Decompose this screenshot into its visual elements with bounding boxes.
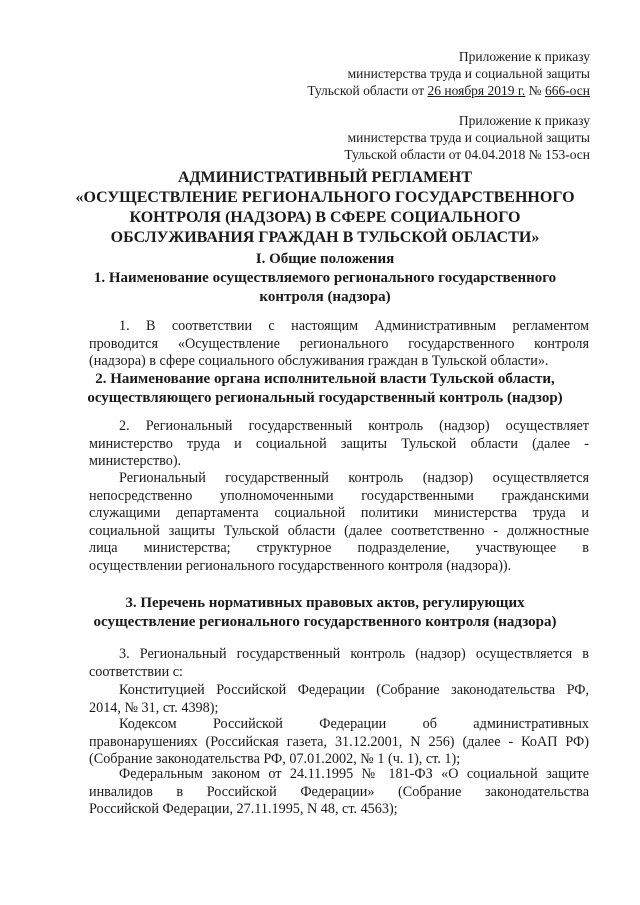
paragraph-3-line-3: служащими департамента социальной политики министерства труда и — [89, 505, 589, 521]
annex-line-2: министерства труда и социальной защиты — [347, 66, 590, 81]
annex-date: 26 ноября 2019 г. — [427, 83, 526, 98]
paragraph-7-line-3: Российской Федерации, 27.11.1995, N 48, ст. 4563); — [89, 801, 398, 817]
paragraph-3-line-4: социальной защиты Тульской области (далее соответственно - должностные — [89, 522, 589, 539]
title-line-3: КОНТРОЛЯ (НАДЗОРА) В СФЕРЕ СОЦИАЛЬНОГО — [129, 209, 521, 226]
paragraph-4 — [89, 646, 589, 681]
paragraph-1 — [89, 318, 589, 371]
paragraph-3-line-5: лица министерства; структурное подразделение, участвующее в — [89, 540, 589, 556]
paragraph-3-line-1: Региональный государственный контроль (надзор) осуществляется — [119, 470, 589, 486]
order-annex-header — [307, 48, 590, 99]
paragraph-1-line-2: проводится «Осуществление регионального государственного контроля — [89, 335, 589, 352]
annex-line-3 — [307, 82, 590, 99]
paragraph-2-line-1: 2. Региональный государственный контроль (надзор) осуществляет — [119, 418, 589, 434]
paragraph-3 — [89, 470, 589, 575]
subsection-3-line-2: осуществление регионального государственного контроля (надзора) — [93, 614, 557, 630]
paragraph-2-line-3: министерство). — [89, 453, 182, 469]
paragraph-5-line-1: Конституцией Российской Федерации (Собрание законодательства РФ, — [119, 682, 589, 698]
subsection-2-heading — [80, 370, 570, 408]
paragraph-2-line-2: министерство труда и социальной защиты Тульской области (далее - — [89, 435, 589, 452]
title-line-2: «ОСУЩЕСТВЛЕНИЕ РЕГИОНАЛЬНОГО ГОСУДАРСТВЕННОГО — [75, 189, 575, 206]
paragraph-1-line-1: 1. В соответствии с настоящим Административным регламентом — [119, 318, 589, 334]
paragraph-7-line-2: инвалидов в Российской Федерации» (Собрание законодательства — [89, 783, 589, 800]
paragraph-6-line-3: (Собрание законодательства РФ, 07.01.2002, № 1 (ч. 1), ст. 1); — [89, 751, 461, 767]
subsection-1-line-1: 1. Наименование осуществляемого регионального государственного — [93, 270, 557, 286]
title-line-4: ОБСЛУЖИВАНИЯ ГРАЖДАН В ТУЛЬСКОЙ ОБЛАСТИ» — [110, 229, 540, 246]
paragraph-2 — [89, 418, 589, 471]
subsection-2-line-1: 2. Наименование органа исполнительной власти Тульской области, — [95, 371, 555, 387]
annex-date-prefix: Тульской области от — [307, 83, 428, 98]
paragraph-6 — [89, 716, 589, 769]
subsection-3-line-1: 3. Перечень нормативных правовых актов, регулирующих — [125, 595, 525, 611]
paragraph-4-line-2: соответствии с: — [89, 663, 183, 680]
prev-annex-line-2: министерства труда и социальной защиты — [347, 130, 590, 145]
prev-annex-line-3: Тульской области от 04.04.2018 № 153-осн — [344, 147, 590, 162]
paragraph-7 — [89, 766, 589, 819]
paragraph-5 — [89, 682, 589, 717]
paragraph-6-line-2: правонарушениях (Российская газета, 31.12.2001, N 256) (далее - КоАП РФ) — [89, 733, 589, 750]
paragraph-6-line-1: Кодексом Российской Федерации об административных — [119, 716, 589, 732]
paragraph-4-line-1: 3. Региональный государственный контроль (надзор) осуществляется в — [119, 646, 589, 662]
subsection-2-line-2: осуществляющего региональный государственный контроль (надзор) — [87, 390, 563, 406]
subsection-1-heading — [80, 269, 570, 307]
paragraph-1-line-3: (надзора) в сфере социального обслуживания граждан в Тульской области». — [89, 353, 549, 369]
previous-annex-header — [344, 112, 590, 163]
annex-line-1: Приложение к приказу — [458, 49, 590, 64]
paragraph-3-line-2: непосредственно уполномоченными государственными гражданскими — [89, 487, 589, 504]
annex-number-label: № — [525, 83, 545, 98]
document-title — [70, 168, 580, 248]
annex-number: 666-осн — [544, 83, 590, 98]
subsection-1-line-2: контроля (надзора) — [259, 289, 391, 305]
paragraph-7-line-1: Федеральным законом от 24.11.1995 № 181-ФЗ «О социальной защите — [119, 766, 589, 782]
subsection-3-heading — [80, 594, 570, 632]
prev-annex-line-1: Приложение к приказу — [458, 113, 590, 128]
paragraph-3-line-6: осуществлении регионального государственного контроля (надзора)). — [89, 557, 512, 574]
title-line-1: АДМИНИСТРАТИВНЫЙ РЕГЛАМЕНТ — [177, 169, 473, 186]
section-heading: I. Общие положения — [255, 251, 395, 267]
paragraph-5-line-2: 2014, № 31, ст. 4398); — [89, 699, 219, 716]
